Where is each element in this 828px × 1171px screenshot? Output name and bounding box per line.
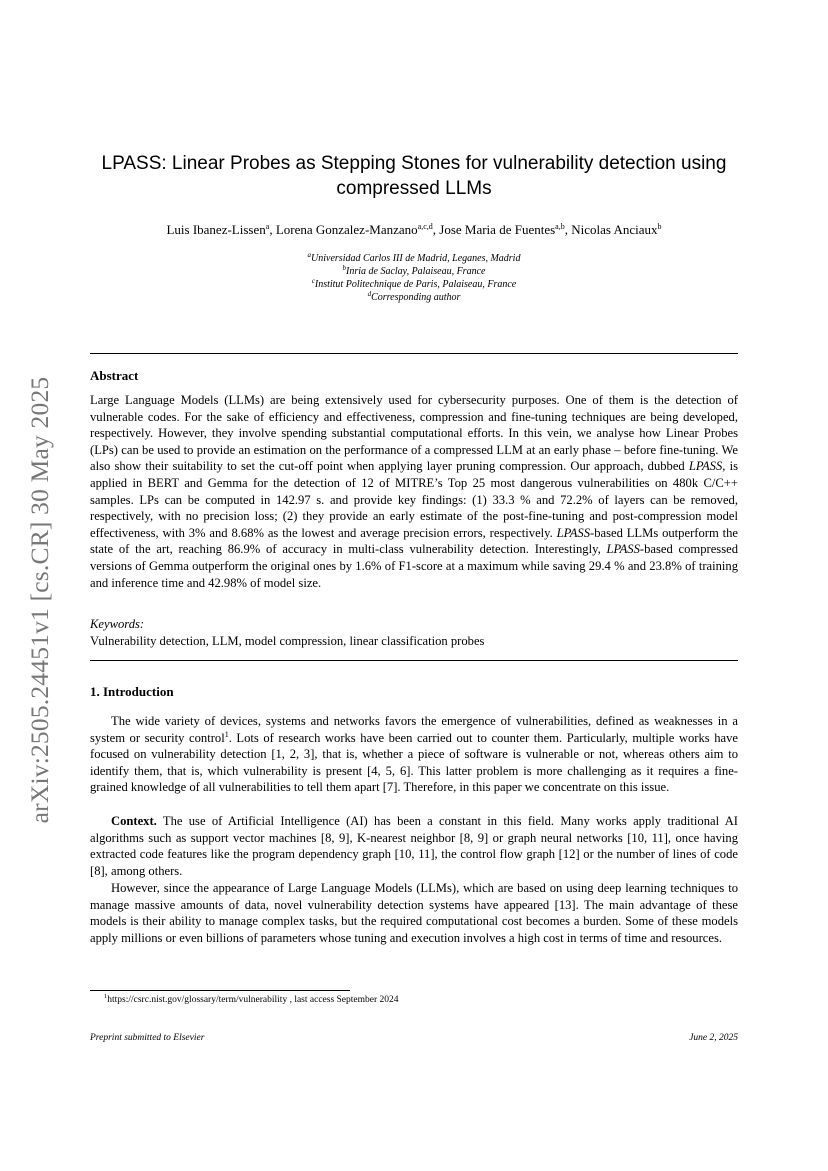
affiliation (90, 265, 738, 278)
footnote-rule (90, 990, 350, 991)
abstract-text-3: -based LLMs outperform the state of the art, reaching 86.9% of accuracy in multi-class vulnerability detection. Interestingly, (90, 525, 738, 557)
author-separator: , (432, 222, 440, 237)
affiliation-marker: a (307, 251, 312, 259)
footer-right: June 2, 2025 (689, 1033, 738, 1043)
intro-paragraph-2 (90, 813, 738, 879)
footnote (104, 994, 399, 1006)
intro-p1-text-a: The wide variety of devices, systems and networks favors the emergence of vulnerabilities, defined as weaknesses in a system or security control (90, 714, 738, 745)
author-affil-marker: b (657, 222, 662, 231)
keywords-block (90, 616, 738, 649)
title-line-1: LPASS: Linear Probes as Stepping Stones for vulnerability detection using (101, 153, 727, 174)
affiliation-marker: c (311, 277, 315, 285)
abstract-text-2: , is applied in BERT and Gemma for the detection of 12 of MITRE’s Top 25 most dangerous vulnerabilities on 480k C/C++ samples. LPs can be computed in 142.97 s. and provide key findings: (1) 33.3 % and 72.2% of layers can be removed, respectively, with no precision loss; (2) they provide an early estimate of the post-fine-tuning and post-compression model effectiveness, with 3% and 8.68% as the lowest and average precision errors, respectively. (90, 459, 739, 540)
keywords-label: Keywords: (90, 617, 145, 631)
intro-paragraph-3: However, since the appearance of Large Language Models (LLMs), which are based on using deep learning techniques to manage massive amounts of data, novel vulnerability detection systems have appeared [13]. The main advantage of these models is their ability to manage complex tasks, but the required computational cost becomes a burden. Some of these models apply millions or even billions of parameters whose tuning and execution involves a high cost in terms of time and resources. (90, 881, 738, 945)
abstract-top-rule (90, 353, 738, 354)
intro-p1-text-b: . Lots of research works have been carried out to counter them. Particularly, multiple works have focused on vulnerability detection [1, 2, 3], that is, whether a piece of software is vulnerable or not, whereas others aim to identify them, that is, which vulnerability is present [4, 5, 6]. This latter problem is more challenging as it requires a fine-grained knowledge of all vulnerabilities to tell them apart [7]. Therefore, in this paper we concentrate on this issue. (90, 730, 738, 795)
method-name: LPASS (688, 459, 723, 474)
author-name: Jose Maria de Fuentes (439, 222, 556, 237)
intro-p2-text: The use of Artificial Intelligence (AI) has been a constant in this field. Many works apply traditional AI algorithms such as support vector machines [8, 9], K-nearest neighbor [8, 9] or graph neural networks [10, 11], once having extracted code features like the program dependency graph [10, 11], the control flow graph [12] or the number of lines of code [8], among others. (90, 814, 738, 878)
author-affil-marker: a,b (555, 222, 565, 231)
abstract-bottom-rule (90, 660, 738, 661)
affiliation-marker: d (367, 290, 372, 298)
author-affil-marker: a,c,d (417, 222, 433, 231)
footnote-marker: 1 (224, 729, 229, 739)
intro-paragraph-1 (90, 713, 738, 796)
affiliation-marker: b (342, 264, 347, 272)
author-name: Luis Ibanez-Lissen (166, 222, 266, 237)
footer-left: Preprint submitted to Elsevier (90, 1033, 205, 1043)
author-name: Nicolas Anciaux (571, 222, 658, 237)
affiliation (90, 291, 738, 304)
author-separator: , (564, 222, 572, 237)
footnote-text: https://csrc.nist.gov/glossary/term/vulnerability , last access September 2024 (107, 995, 399, 1005)
section-heading: 1. Introduction (90, 684, 174, 699)
affiliation-text: Corresponding author (371, 292, 461, 303)
author-affil-marker: a (265, 222, 270, 231)
abstract-body (90, 392, 738, 591)
footnote-number: 1 (104, 993, 108, 1000)
affiliation-text: Institut Politechnique de Paris, Palaiseau, France (314, 279, 517, 290)
affiliation (90, 278, 738, 291)
affiliation-text: Universidad Carlos III de Madrid, Leganes, Madrid (311, 253, 521, 264)
abstract-text-4: -based compressed versions of Gemma outperform the original ones by 1.6% of F1-score at a maximum while saving 29.4 % and 23.8% of training and inference time and 42.98% of model size. (90, 542, 738, 590)
affiliation-text: Inria de Saclay, Palaiseau, France (346, 266, 486, 277)
author-name: Lorena Gonzalez-Manzano (275, 222, 418, 237)
paragraph-run-in-heading: Context. (111, 814, 157, 828)
abstract-heading: Abstract (90, 368, 139, 383)
affiliation (90, 252, 738, 265)
author-separator: , (269, 222, 276, 237)
method-name: LPASS (556, 525, 591, 540)
arxiv-stamp-text: arXiv:2505.24451v1 [cs.CR] 30 May 2025 (25, 376, 54, 824)
method-name: LPASS (606, 542, 640, 557)
abstract-text-1: Large Language Models (LLMs) are being extensively used for cybersecurity purposes. One of them is the detection of vulnerable codes. For the sake of efficiency and effectiveness, compression and fine-tuning techniques are being developed, respectively. However, they involve spending substantial computational efforts. In this vein, we analyse how Linear Probes (LPs) can be used to provide an estimation on the performance of a compressed LLM at an early phase – before fine-tuning. We also show their suitability to set the cut-off point when applying layer pruning compression. Our approach, dubbed (90, 393, 738, 474)
title-line-2: compressed LLMs (336, 178, 492, 199)
paper-title (90, 151, 738, 201)
keywords-text: Vulnerability detection, LLM, model compression, linear classification probes (90, 633, 485, 648)
author-list (90, 222, 738, 238)
